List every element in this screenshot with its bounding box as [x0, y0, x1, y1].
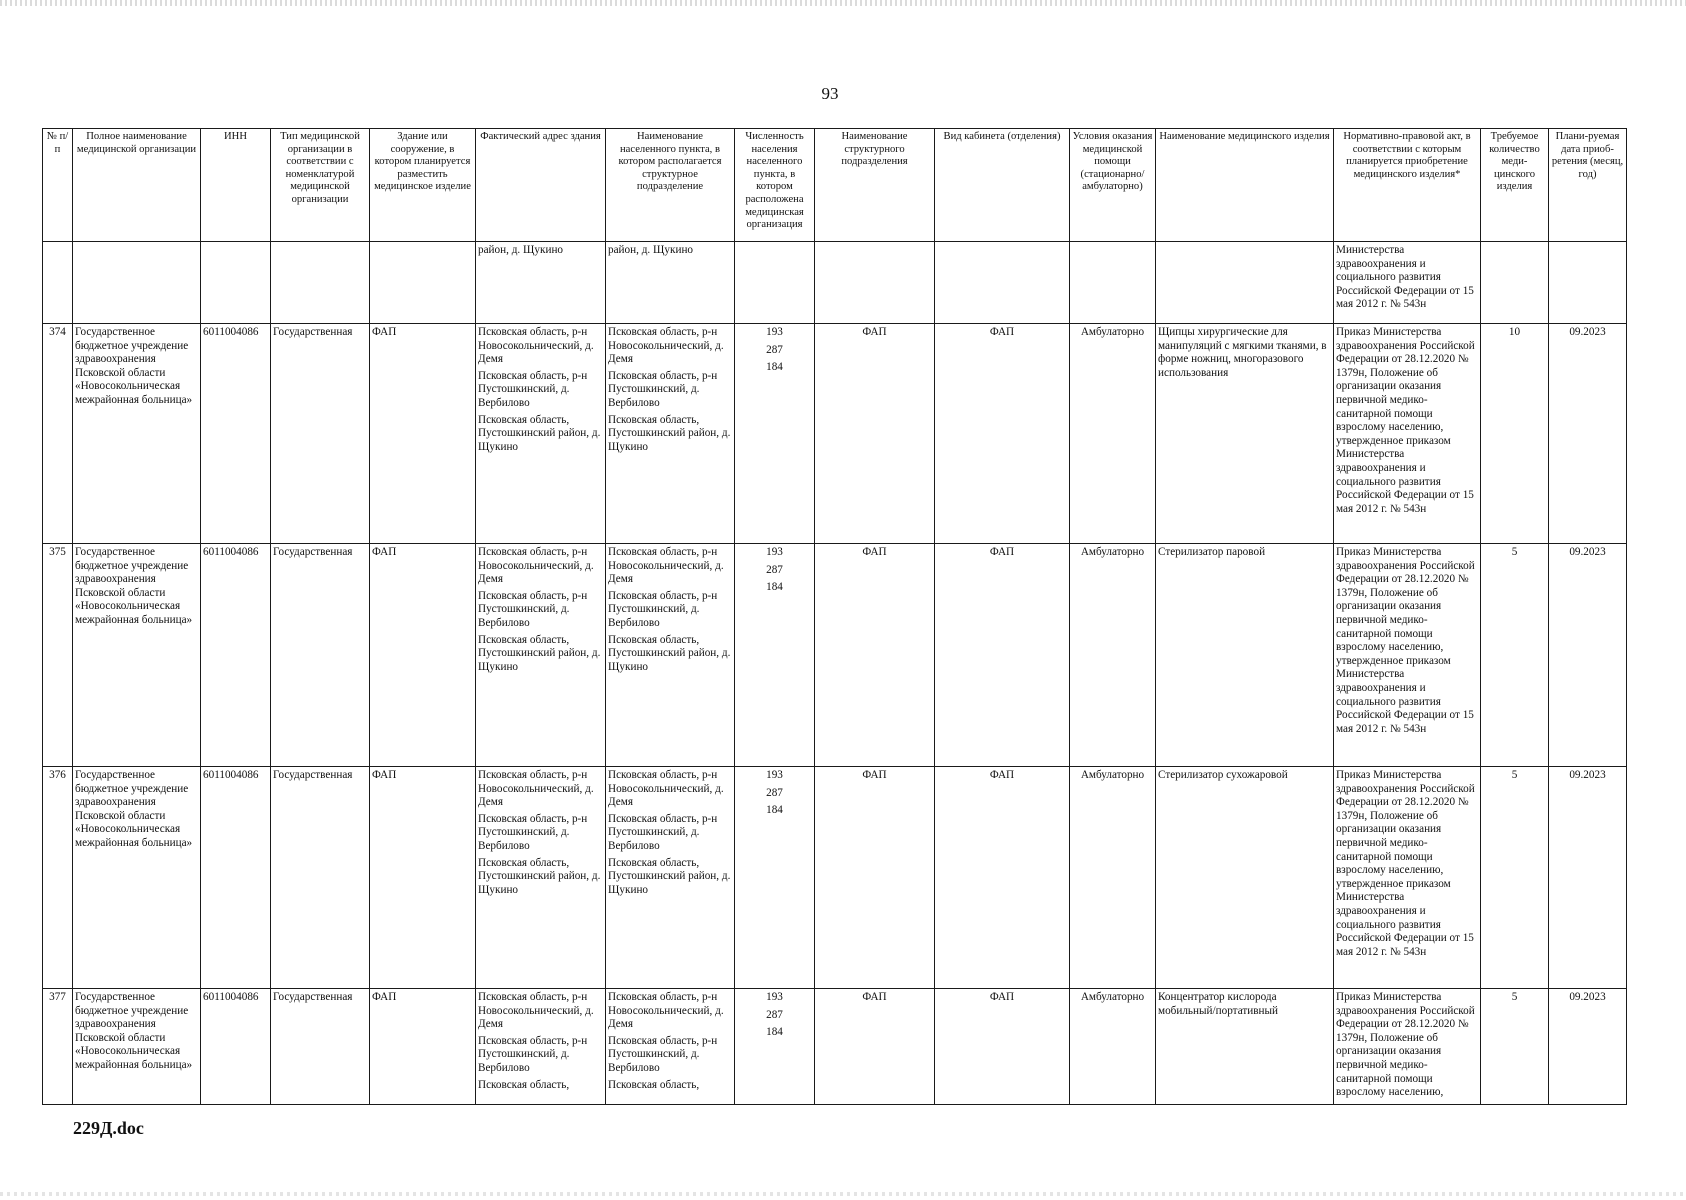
address-line: Псковская область, р-н Пустошкинский, д. Вербилово: [478, 369, 588, 409]
col-header: ИНН: [201, 129, 271, 242]
type-cell: Государственная: [271, 767, 370, 989]
col-header: Плани-руемая дата приоб-ретения (месяц, год): [1549, 129, 1627, 242]
address-line: Псковская область, р-н Новосокольнический, д. Демя: [478, 769, 594, 809]
type-cell: Государственная: [271, 989, 370, 1105]
inn-cell: 6011004086: [201, 767, 271, 989]
qty-cell: 5: [1481, 767, 1549, 989]
settlement-line: Псковская область,: [608, 1078, 700, 1091]
address-line: Псковская область, Пустошкинский район, д. Щукино: [478, 413, 601, 453]
table-row: [43, 544, 1627, 767]
settlement-line: Псковская область, р-н Новосокольнический, д. Демя: [608, 991, 724, 1031]
col-header: Наименование структурного подразделения: [815, 129, 935, 242]
col-header: Наименование населенного пункта, в котором располагается структурное подразделение: [606, 129, 735, 242]
settlement-line: Псковская область, р-н Пустошкинский, д. Вербилово: [608, 1034, 718, 1074]
settlement-line: Псковская область, р-н Пустошкинский, д. Вербилово: [608, 369, 718, 409]
population-cell: [735, 324, 815, 544]
inn-cell: 6011004086: [201, 544, 271, 767]
address-line: Псковская область, р-н Новосокольнический, д. Демя: [478, 991, 594, 1031]
population-cell: [735, 544, 815, 767]
population-value: 184: [766, 1026, 783, 1039]
conditions-cell: Амбулаторно: [1070, 544, 1156, 767]
address-line: Псковская область, Пустошкинский район, д. Щукино: [478, 856, 601, 896]
settlement-cell: [606, 989, 735, 1105]
col-header: Полное наименование медицинской организации: [73, 129, 201, 242]
col-header: Здание или сооружение, в котором планируется разместить медицинское изделие: [370, 129, 476, 242]
address-cell: [476, 989, 606, 1105]
act-cell: Приказ Министерства здравоохранения Российской Федерации от 28.12.2020 № 1379н, Положение об организации оказания первичной медико-санитарной помощи взрослому населению, утвержденное приказом Министерства здравоохранения и социального развития Российской Федерации от 15 мая 2012 г. № 543н: [1334, 767, 1481, 989]
population-cell: [735, 767, 815, 989]
settlement-line: Псковская область, р-н Новосокольнический, д. Демя: [608, 326, 724, 366]
settlement-cell: [606, 324, 735, 544]
qty-cell: 10: [1481, 324, 1549, 544]
population-value: 193: [766, 326, 783, 338]
settlement-cell: район, д. Щукино: [606, 242, 735, 324]
table-header-row: [43, 129, 1627, 242]
date-cell: 09.2023: [1549, 989, 1627, 1105]
settlement-line: Псковская область, р-н Пустошкинский, д. Вербилово: [608, 812, 718, 852]
cabinet-cell: ФАП: [935, 544, 1070, 767]
col-header: Тип медицинской организации в соответствии с номенклатурой медицинской организации: [271, 129, 370, 242]
population-cell: [735, 989, 815, 1105]
population-value: 287: [766, 1008, 783, 1021]
col-header: Требуемое количество меди-цинского изделия: [1481, 129, 1549, 242]
continuation-row: [43, 242, 1627, 324]
population-value: 287: [766, 343, 783, 356]
device-cell: Стерилизатор сухожаровой: [1156, 767, 1334, 989]
row-number: 375: [43, 544, 73, 767]
org-cell: Государственное бюджетное учреждение здравоохранения Псковской области «Новосокольническая межрайонная больница»: [73, 324, 201, 544]
equipment-table: [42, 128, 1627, 1105]
address-line: Псковская область,: [478, 1078, 570, 1091]
table-row: [43, 767, 1627, 989]
settlement-line: Псковская область, Пустошкинский район, д. Щукино: [608, 856, 731, 896]
address-line: Псковская область, р-н Пустошкинский, д. Вербилово: [478, 1034, 588, 1074]
inn-cell: 6011004086: [201, 989, 271, 1105]
settlement-line: Псковская область, Пустошкинский район, д. Щукино: [608, 413, 731, 453]
building-cell: ФАП: [370, 989, 476, 1105]
act-cell: Министерства здравоохранения и социального развития Российской Федерации от 15 мая 2012 г. № 543н: [1334, 242, 1481, 324]
row-number: 377: [43, 989, 73, 1105]
unit-cell: ФАП: [815, 324, 935, 544]
qty-cell: 5: [1481, 544, 1549, 767]
act-cell: Приказ Министерства здравоохранения Российской Федерации от 28.12.2020 № 1379н, Положение об организации оказания первичной медико-санитарной помощи взрослому населению,: [1334, 989, 1481, 1105]
act-cell: Приказ Министерства здравоохранения Российской Федерации от 28.12.2020 № 1379н, Положение об организации оказания первичной медико-санитарной помощи взрослому населению, утвержденное приказом Министерства здравоохранения и социального развития Российской Федерации от 15 мая 2012 г. № 543н: [1334, 324, 1481, 544]
cabinet-cell: ФАП: [935, 324, 1070, 544]
device-cell: Щипцы хирургические для манипуляций с мягкими тканями, в форме ножниц, многоразового использования: [1156, 324, 1334, 544]
address-line: Псковская область, р-н Пустошкинский, д. Вербилово: [478, 589, 588, 629]
type-cell: Государственная: [271, 544, 370, 767]
date-cell: 09.2023: [1549, 544, 1627, 767]
org-cell: Государственное бюджетное учреждение здравоохранения Псковской области «Новосокольническая межрайонная больница»: [73, 989, 201, 1105]
address-line: Псковская область, р-н Новосокольнический, д. Демя: [478, 326, 594, 366]
population-value: 287: [766, 786, 783, 799]
col-header: Условия оказания медицинской помощи (стационарно/ амбулаторно): [1070, 129, 1156, 242]
address-cell: [476, 324, 606, 544]
building-cell: ФАП: [370, 767, 476, 989]
population-value: 193: [766, 546, 783, 558]
conditions-cell: Амбулаторно: [1070, 767, 1156, 989]
population-value: 184: [766, 581, 783, 594]
population-value: 184: [766, 804, 783, 817]
cabinet-cell: ФАП: [935, 989, 1070, 1105]
address-line: Псковская область, р-н Новосокольнический, д. Демя: [478, 546, 594, 586]
conditions-cell: Амбулаторно: [1070, 324, 1156, 544]
cabinet-cell: ФАП: [935, 767, 1070, 989]
population-value: 287: [766, 563, 783, 576]
address-cell: [476, 767, 606, 989]
col-header: Наименование медицинского изделия: [1156, 129, 1334, 242]
date-cell: 09.2023: [1549, 767, 1627, 989]
settlement-line: Псковская область, р-н Новосокольнический, д. Демя: [608, 546, 724, 586]
document-filename: 229Д.doc: [73, 1118, 144, 1138]
unit-cell: ФАП: [815, 989, 935, 1105]
building-cell: ФАП: [370, 544, 476, 767]
settlement-cell: [606, 544, 735, 767]
building-cell: ФАП: [370, 324, 476, 544]
table-row: [43, 324, 1627, 544]
row-number: 376: [43, 767, 73, 989]
org-cell: Государственное бюджетное учреждение здравоохранения Псковской области «Новосокольническая межрайонная больница»: [73, 767, 201, 989]
row-number: 374: [43, 324, 73, 544]
col-header: Численность населения населенного пункта, в котором расположена медицинская организация: [735, 129, 815, 242]
col-header: № п/п: [43, 129, 73, 242]
type-cell: Государственная: [271, 324, 370, 544]
table-row: [43, 989, 1627, 1105]
population-value: 193: [766, 769, 783, 781]
population-value: 184: [766, 361, 783, 374]
address-line: Псковская область, р-н Пустошкинский, д. Вербилово: [478, 812, 588, 852]
inn-cell: 6011004086: [201, 324, 271, 544]
settlement-cell: [606, 767, 735, 989]
address-cell: [476, 544, 606, 767]
device-cell: Концентратор кислорода мобильный/портативный: [1156, 989, 1334, 1105]
device-cell: Стерилизатор паровой: [1156, 544, 1334, 767]
settlement-line: Псковская область, Пустошкинский район, д. Щукино: [608, 633, 731, 673]
address-cell: район, д. Щукино: [476, 242, 606, 324]
org-cell: Государственное бюджетное учреждение здравоохранения Псковской области «Новосокольническая межрайонная больница»: [73, 544, 201, 767]
address-line: Псковская область, Пустошкинский район, д. Щукино: [478, 633, 601, 673]
scan-edge-bottom: [0, 1192, 1686, 1196]
scan-edge-top: [0, 0, 1686, 6]
page-number: 93: [821, 84, 839, 103]
unit-cell: ФАП: [815, 767, 935, 989]
population-value: 193: [766, 991, 783, 1003]
conditions-cell: Амбулаторно: [1070, 989, 1156, 1105]
act-cell: Приказ Министерства здравоохранения Российской Федерации от 28.12.2020 № 1379н, Положение об организации оказания первичной медико-санитарной помощи взрослому населению, утвержденное приказом Министерства здравоохранения и социального развития Российской Федерации от 15 мая 2012 г. № 543н: [1334, 544, 1481, 767]
qty-cell: 5: [1481, 989, 1549, 1105]
settlement-line: Псковская область, р-н Новосокольнический, д. Демя: [608, 769, 724, 809]
col-header: Вид кабинета (отделения): [935, 129, 1070, 242]
date-cell: 09.2023: [1549, 324, 1627, 544]
settlement-line: Псковская область, р-н Пустошкинский, д. Вербилово: [608, 589, 718, 629]
unit-cell: ФАП: [815, 544, 935, 767]
col-header: Фактический адрес здания: [476, 129, 606, 242]
col-header: Нормативно-правовой акт, в соответствии с которым планируется приобретение медицинского изделия*: [1334, 129, 1481, 242]
